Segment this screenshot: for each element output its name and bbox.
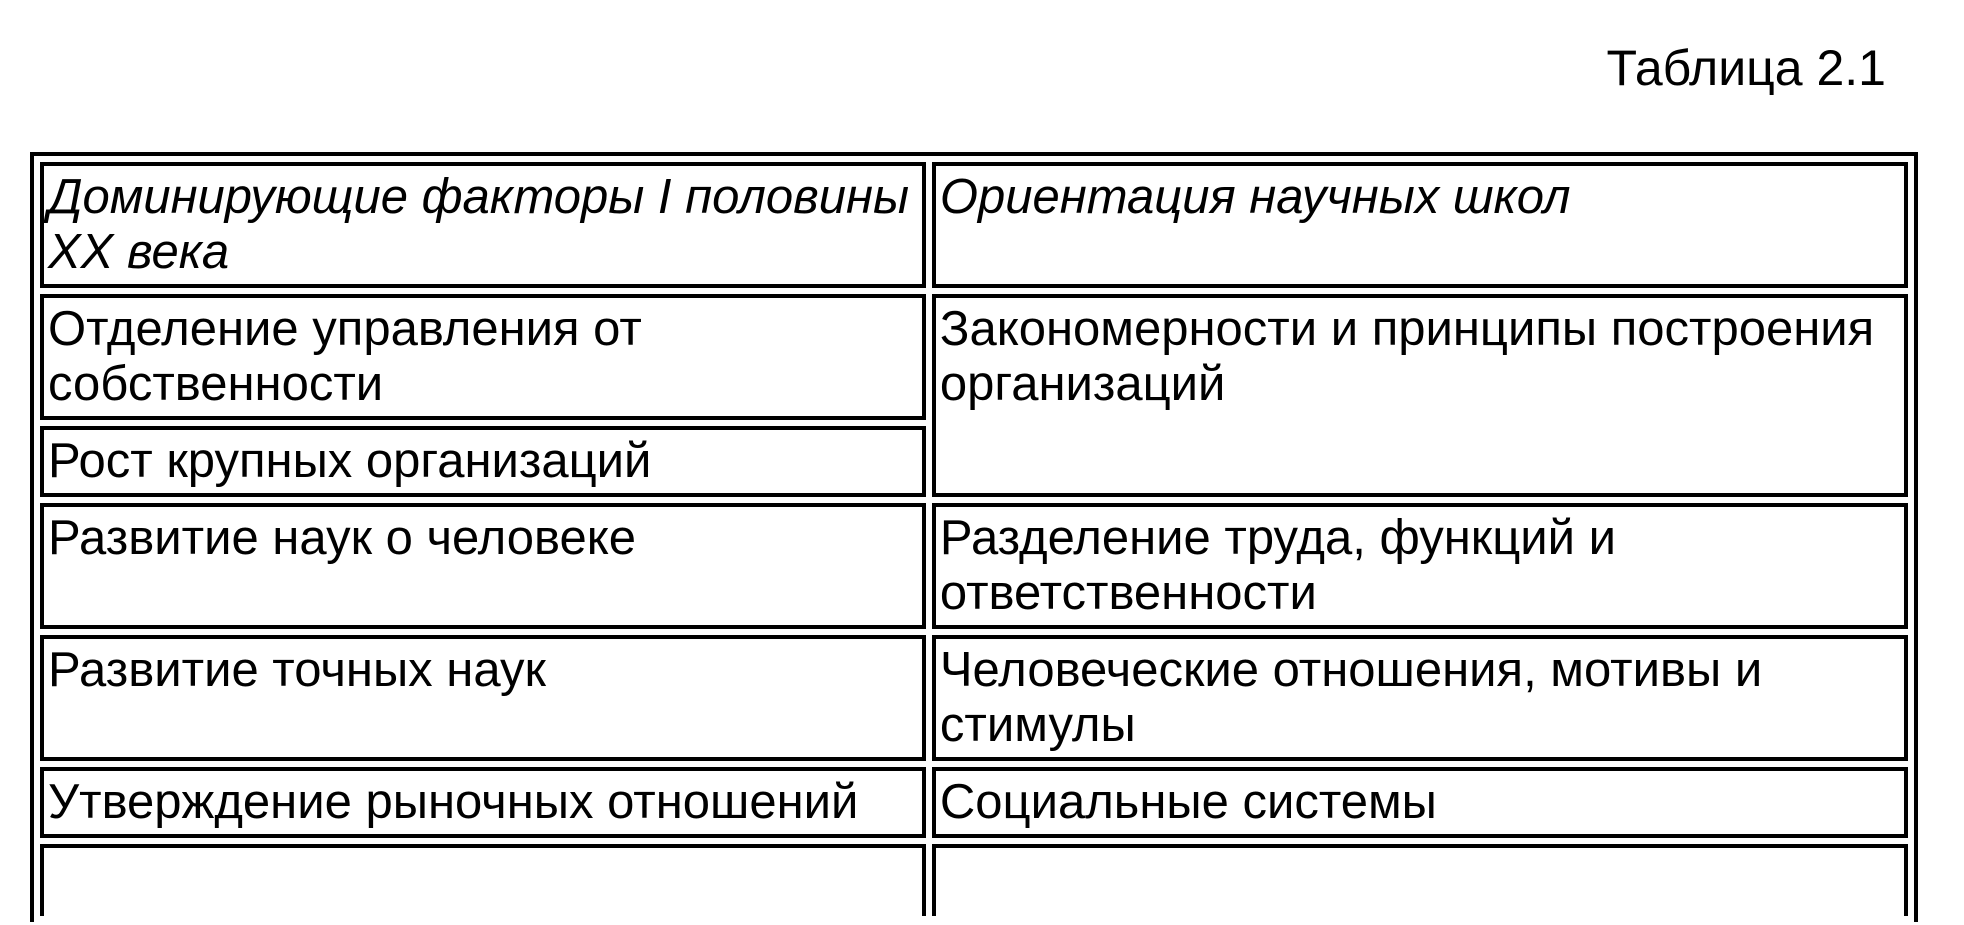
- table-cell: Закономерности и принципы построения организаций: [932, 294, 1908, 497]
- table-cell: Рост крупных организаций: [40, 426, 926, 497]
- table-caption: Таблица 2.1: [1606, 40, 1886, 96]
- table-cell: Утверждение рыночных отношений: [40, 767, 926, 838]
- table-cell: Человеческие отношения, мотивы и стимулы: [932, 635, 1908, 761]
- table-cell: Развитие точных наук: [40, 635, 926, 761]
- table-cell: Отделение управления от собственности: [40, 294, 926, 420]
- table-cell: Разделение труда, функций и ответственности: [932, 503, 1908, 629]
- table-row: [40, 635, 1908, 761]
- header-cell-schools: Ориентация научных школ: [932, 162, 1908, 288]
- table-header-row: [40, 162, 1908, 288]
- table-row: [40, 767, 1908, 838]
- header-cell-factors: Доминирующие факторы I половины XX века: [40, 162, 926, 288]
- table-cell: Развитие наук о человеке: [40, 503, 926, 629]
- table-cell: [40, 844, 926, 916]
- table-cell: [932, 844, 1908, 916]
- table-row: [40, 503, 1908, 629]
- factors-table: [30, 152, 1918, 922]
- table-cell: Социальные системы: [932, 767, 1908, 838]
- table-row: [40, 844, 1908, 916]
- table-row: [40, 294, 1908, 420]
